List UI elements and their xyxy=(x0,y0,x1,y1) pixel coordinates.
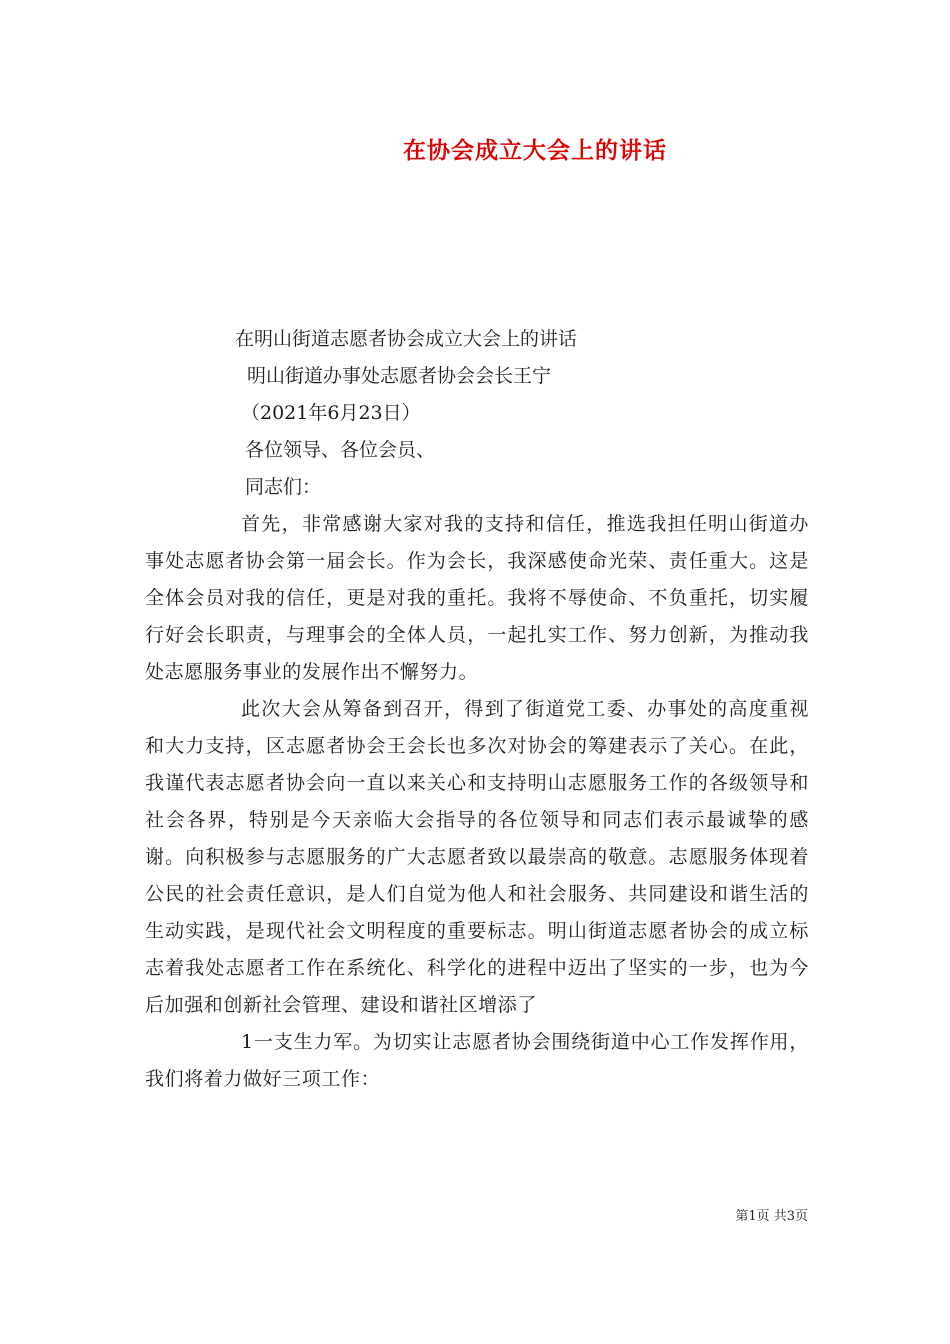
speaker-line: 明山街道办事处志愿者协会会长王宁 xyxy=(247,365,552,387)
page-number-footer: 第1页 共3页 xyxy=(735,1209,808,1224)
salutation-line-2: 同志们： xyxy=(245,476,322,498)
paragraph-2: 此次大会从筹备到召开，得到了街道党工委、办事处的高度重视和大力支持，区志愿者协会王会长也多次对协会的筹建表示了关心。在此，我谨代表志愿者协会向一直以来关心和支持明山志愿服务工作的各级领导和社会各界，特别是今天亲临大会指导的各位领导和同志们表示最诚挚的感谢。向积极参与志愿服务的广大志愿者致以最崇高的敬意。志愿服务体现着公民的社会责任意识，是人们自觉为他人和社会服务、共同建设和谐生活的生动实践，是现代社会文明程度的重要标志。明山街道志愿者协会的成立标志着我处志愿者工作在系统化、科学化的进程中迈出了坚实的一步，也为今后加强和创新社会管理、建设和谐社区增添了 xyxy=(145,698,809,1016)
speech-subtitle: 在明山街道志愿者协会成立大会上的讲话 xyxy=(235,328,578,350)
salutation-line-1: 各位领导、各位会员、 xyxy=(245,439,436,461)
paragraph-1: 首先，非常感谢大家对我的支持和信任，推选我担任明山街道办事处志愿者协会第一届会长。作为会长，我深感使命光荣、责任重大。这是全体会员对我的信任，更是对我的重托。我将不辱使命、不负重托，切实履行好会长职责，与理事会的全体人员，一起扎实工作、努力创新，为推动我处志愿服务事业的发展作出不懈努力。 xyxy=(145,513,809,683)
document-body xyxy=(145,321,809,1098)
date-line: （2021年6月23日） xyxy=(241,402,421,424)
document-title: 在协会成立大会上的讲话 xyxy=(403,138,667,164)
paragraph-3: 1一支生力军。为切实让志愿者协会围绕街道中心工作发挥作用，我们将着力做好三项工作： xyxy=(145,1031,809,1090)
